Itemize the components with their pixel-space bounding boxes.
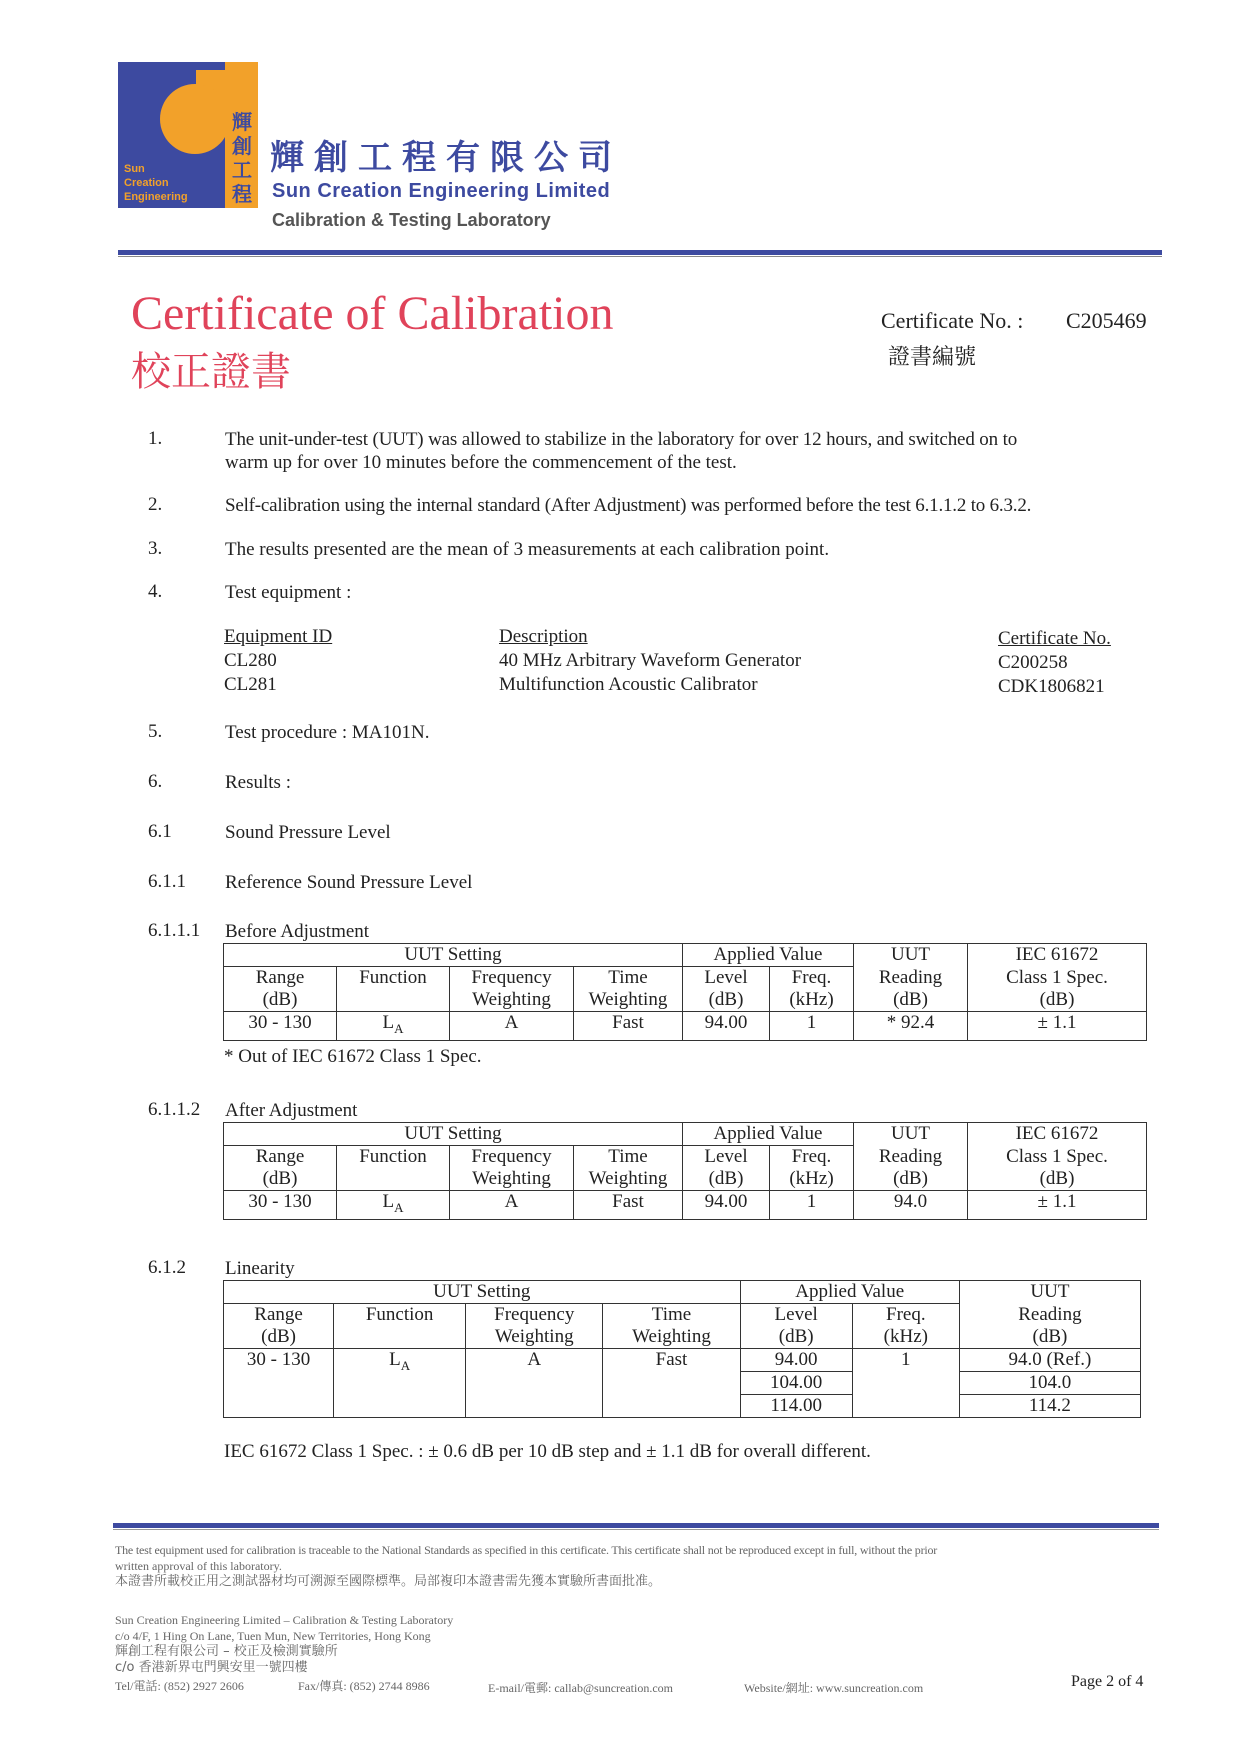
- linearity-spec-note: IEC 61672 Class 1 Spec. : ± 0.6 dB per 10 dB step and ± 1.1 dB for overall different.: [224, 1441, 871, 1462]
- header-uut-setting: UUT Setting: [224, 944, 683, 967]
- header-freq: Freq. (kHz): [770, 967, 854, 1012]
- contact-website: Website/網址: www.suncreation.com: [744, 1681, 924, 1695]
- header-level: Level (dB): [740, 1304, 852, 1349]
- cell-reading: 94.0 (Ref.): [959, 1349, 1140, 1372]
- lab-name: Calibration & Testing Laboratory: [272, 210, 551, 230]
- table-row: [224, 1012, 1147, 1041]
- company-name-english: Sun Creation Engineering Limited: [272, 180, 611, 202]
- item-text: Test equipment :: [225, 582, 352, 603]
- section-title: Sound Pressure Level: [225, 822, 391, 843]
- cell-freq: 1: [852, 1349, 959, 1418]
- header-reading: Reading (dB): [854, 1146, 968, 1191]
- traceability-statement: The test equipment used for calibration is traceable to the National Standards as specified in this certificate. This certificate shall not be reproduced except in full, without the prior written approval of this laboratory. 本證書所載校正用之測試器材均可溯源至國際標準。局部複印本證書需先獲本實驗所書面批准。: [115, 1543, 938, 1589]
- certificate-number-label: Certificate No. :: [881, 308, 1024, 333]
- company-logo: [118, 62, 258, 208]
- cell-reading: 94.0: [854, 1191, 968, 1220]
- item-number: 6.1.1: [148, 871, 186, 892]
- header-applied-value: Applied Value: [683, 1123, 854, 1146]
- header-iec: IEC 61672: [968, 944, 1147, 967]
- header-level: Level (dB): [683, 967, 770, 1012]
- cell-level: 94.00: [683, 1191, 770, 1220]
- header-range: Range (dB): [224, 1304, 334, 1349]
- header-class-spec: Class 1 Spec. (dB): [968, 1146, 1147, 1191]
- header-freq: Freq. (kHz): [770, 1146, 854, 1191]
- item-number: 6.1.1.1: [148, 920, 201, 941]
- equipment-certificate-column: [998, 627, 1111, 699]
- cell-spec: ± 1.1: [968, 1012, 1147, 1041]
- cell-range: 30 - 130: [224, 1191, 337, 1220]
- company-name-chinese: 輝創工程有限公司: [270, 138, 622, 178]
- laboratory-address: Sun Creation Engineering Limited – Calibration & Testing Laboratory c/o 4/F, 1 Hing On Lane, Tuen Mun, New Territories, Hong Kong 輝創工程有限公司 – 校正及檢測實驗所 c/o 香港新界屯門興安里一號四樓: [115, 1613, 454, 1675]
- page-number: Page 2 of 4: [1071, 1673, 1144, 1690]
- equipment-description: Multifunction Acoustic Calibrator: [499, 674, 758, 695]
- item-number: 6.1.1.2: [148, 1099, 201, 1120]
- equipment-certificate-header: Certificate No.: [998, 628, 1111, 649]
- item-number: 6.1.2: [148, 1257, 186, 1278]
- contact-email: E-mail/電郵: callab@suncreation.com: [488, 1681, 673, 1695]
- header-reading: Reading (dB): [959, 1304, 1140, 1349]
- equipment-id-header: Equipment ID: [224, 626, 333, 647]
- header-uut: UUT: [854, 1123, 968, 1146]
- item-text: Test procedure : MA101N.: [225, 722, 430, 743]
- header-range: Range (dB): [224, 967, 337, 1012]
- item-number: 3.: [148, 538, 163, 559]
- contact-fax: Fax/傳真: (852) 2744 8986: [298, 1679, 430, 1693]
- header-function: Function: [337, 1146, 450, 1191]
- header-frequency-weighting: Frequency Weighting: [466, 1304, 603, 1349]
- footer-divider-thin: [113, 1529, 1159, 1530]
- section-title: Linearity: [225, 1258, 295, 1279]
- item-number: 4.: [148, 581, 163, 602]
- header-time-weighting: Time Weighting: [603, 1304, 740, 1349]
- header-uut: UUT: [854, 944, 968, 967]
- header-time-weighting: Time Weighting: [574, 1146, 683, 1191]
- cell-spec: ± 1.1: [968, 1191, 1147, 1220]
- header-uut-setting: UUT Setting: [224, 1281, 741, 1304]
- table-row: [224, 1349, 1141, 1372]
- header-frequency-weighting: Frequency Weighting: [450, 1146, 574, 1191]
- equipment-description-column: [499, 625, 801, 697]
- cell-frequency-weighting: A: [450, 1191, 574, 1220]
- cell-frequency-weighting: A: [450, 1012, 574, 1041]
- header-time-weighting: Time Weighting: [574, 967, 683, 1012]
- cell-time-weighting: Fast: [574, 1012, 683, 1041]
- header-uut: UUT: [959, 1281, 1140, 1304]
- equipment-id: CL281: [224, 674, 277, 695]
- item-number: 6.1: [148, 821, 172, 842]
- item-text: Results :: [225, 772, 291, 793]
- header-iec: IEC 61672: [968, 1123, 1147, 1146]
- cell-freq: 1: [770, 1191, 854, 1220]
- cell-freq: 1: [770, 1012, 854, 1041]
- item-text: The results presented are the mean of 3 measurements at each calibration point.: [225, 539, 830, 560]
- certificate-number-label-chinese: 證書編號: [888, 345, 977, 370]
- item-text: [225, 428, 1155, 474]
- cell-function: $L_A$: [337, 1012, 450, 1041]
- cell-level: 94.00: [683, 1012, 770, 1041]
- cell-level: 104.00: [740, 1372, 852, 1395]
- cell-reading: * 92.4: [854, 1012, 968, 1041]
- before-adjustment-table: [223, 943, 1147, 1041]
- cell-frequency-weighting: A: [466, 1349, 603, 1418]
- cell-range: 30 - 130: [224, 1349, 334, 1418]
- header-applied-value: Applied Value: [740, 1281, 959, 1304]
- out-of-spec-note: * Out of IEC 61672 Class 1 Spec.: [224, 1046, 482, 1067]
- contact-tel: Tel/電話: (852) 2927 2606: [115, 1679, 244, 1693]
- item-text: Self-calibration using the internal standard (After Adjustment) was performed before the test 6.1.1.2 to 6.3.2.: [225, 495, 1032, 516]
- header-divider-thin: [118, 256, 1162, 257]
- certificate-title: Certificate of Calibration: [131, 287, 614, 340]
- cell-function: $L_A$: [337, 1191, 450, 1220]
- equipment-description-header: Description: [499, 626, 588, 647]
- footer-divider: [113, 1523, 1159, 1528]
- logo-sun-circle: [160, 84, 230, 154]
- header-frequency-weighting: Frequency Weighting: [450, 967, 574, 1012]
- header-reading: Reading (dB): [854, 967, 968, 1012]
- header-freq: Freq. (kHz): [852, 1304, 959, 1349]
- equipment-certificate: CDK1806821: [998, 676, 1105, 697]
- equipment-id-column: [224, 625, 332, 697]
- logo-english-text: Sun Creation Engineering: [124, 163, 188, 203]
- header-function: Function: [337, 967, 450, 1012]
- header-class-spec: Class 1 Spec. (dB): [968, 967, 1147, 1012]
- section-title: Reference Sound Pressure Level: [225, 872, 473, 893]
- equipment-certificate: C200258: [998, 652, 1068, 673]
- cell-range: 30 - 130: [224, 1012, 337, 1041]
- header-applied-value: Applied Value: [683, 944, 854, 967]
- cell-time-weighting: Fast: [603, 1349, 740, 1418]
- logo-chinese-text: 輝 創 工 程: [232, 110, 252, 206]
- header-range: Range (dB): [224, 1146, 337, 1191]
- header-divider: [118, 250, 1162, 255]
- equipment-id: CL280: [224, 650, 277, 671]
- header-function: Function: [334, 1304, 466, 1349]
- certificate-title-chinese: 校正證書: [131, 349, 291, 395]
- item-number: 1.: [148, 428, 163, 449]
- section-title: After Adjustment: [225, 1100, 358, 1121]
- cell-level: 94.00: [740, 1349, 852, 1372]
- certificate-number-value: C205469: [1066, 308, 1147, 333]
- cell-time-weighting: Fast: [574, 1191, 683, 1220]
- item-number: 6.: [148, 771, 163, 792]
- item-1-line-2: warm up for over 10 minutes before the commencement of the test.: [225, 452, 737, 473]
- cell-reading: 114.2: [959, 1395, 1140, 1418]
- header-uut-setting: UUT Setting: [224, 1123, 683, 1146]
- linearity-table: [223, 1280, 1141, 1418]
- section-title: Before Adjustment: [225, 921, 370, 942]
- item-number: 5.: [148, 721, 163, 742]
- item-1-line-1: The unit-under-test (UUT) was allowed to stabilize in the laboratory for over 12 hours, and switched on to: [225, 429, 1018, 450]
- after-adjustment-table: [223, 1122, 1147, 1220]
- equipment-description: 40 MHz Arbitrary Waveform Generator: [499, 650, 802, 671]
- cell-function: $L_A$: [334, 1349, 466, 1418]
- cell-reading: 104.0: [959, 1372, 1140, 1395]
- table-row: [224, 1191, 1147, 1220]
- item-number: 2.: [148, 494, 163, 515]
- header-level: Level (dB): [683, 1146, 770, 1191]
- cell-level: 114.00: [740, 1395, 852, 1418]
